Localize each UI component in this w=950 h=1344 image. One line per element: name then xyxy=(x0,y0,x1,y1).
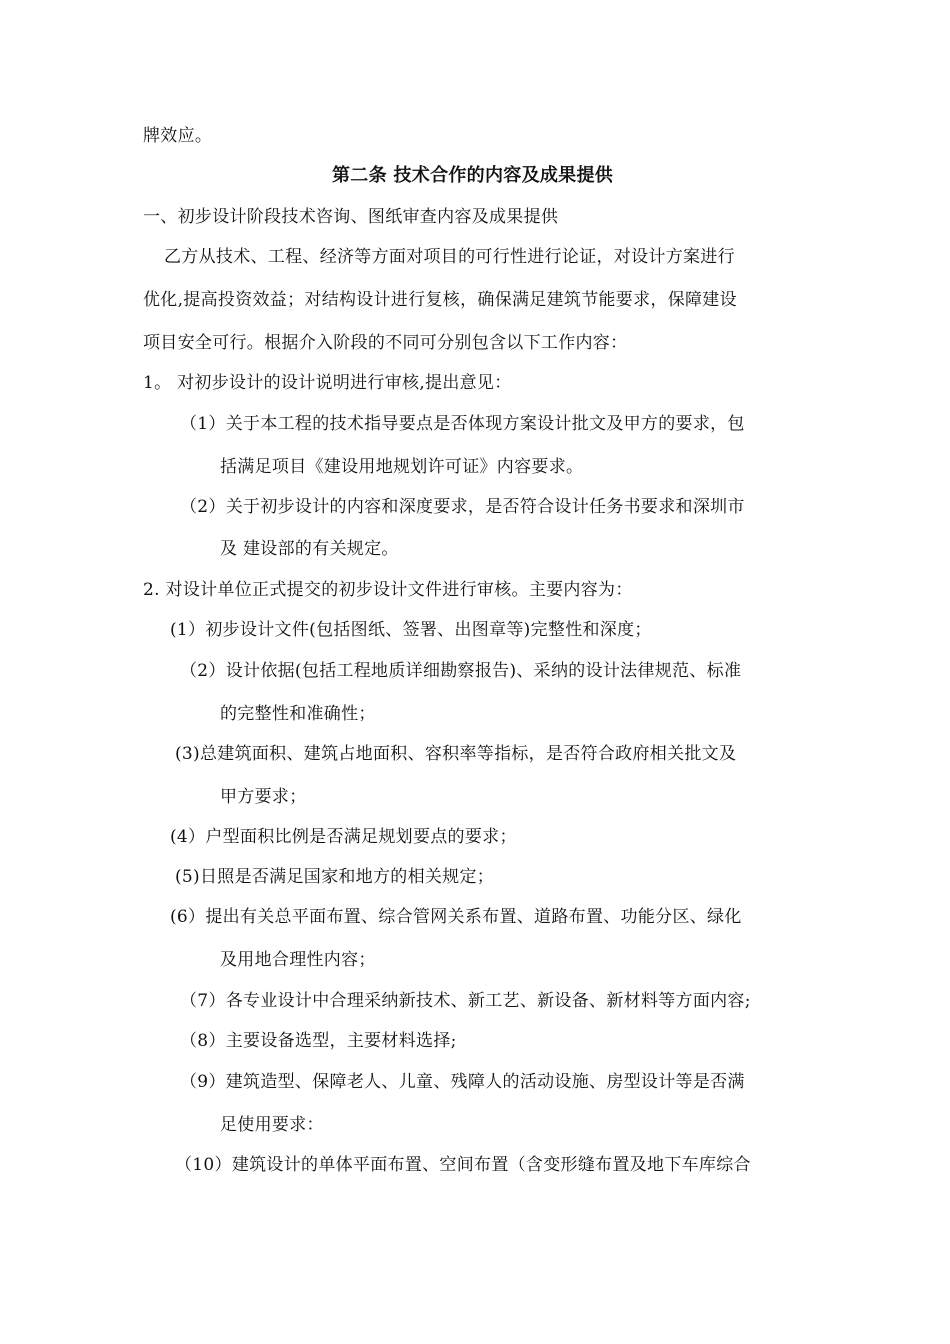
list-item: （9）建筑造型、保障老人、儿童、残障人的活动设施、房型设计等是否满 xyxy=(180,1072,745,1092)
list-item: （10）建筑设计的单体平面布置、空间布置（含变形缝布置及地下车库综合 xyxy=(175,1155,751,1175)
list-item-continuation: 甲方要求； xyxy=(220,787,307,807)
list-item: （1）关于本工程的技术指导要点是否体现方案设计批文及甲方的要求，包 xyxy=(180,414,745,434)
list-item: (3)总建筑面积、建筑占地面积、容积率等指标，是否符合政府相关批文及 xyxy=(175,744,737,764)
list-item: （2）关于初步设计的内容和深度要求，是否符合设计任务书要求和深圳市 xyxy=(180,497,745,517)
paragraph-line: 优化,提高投资效益；对结构设计进行复核，确保满足建筑节能要求，保障建设 xyxy=(143,290,737,310)
text-line: 牌效应。 xyxy=(143,126,213,146)
paragraph-line: 项目安全可行。根据介入阶段的不同可分别包含以下工作内容： xyxy=(143,333,628,353)
list-item: 1。 对初步设计的设计说明进行审核,提出意见： xyxy=(143,373,512,393)
paragraph-line: 乙方从技术、工程、经济等方面对项目的可行性进行论证，对设计方案进行 xyxy=(164,247,735,267)
list-item: 2. 对设计单位正式提交的初步设计文件进行审核。主要内容为： xyxy=(143,580,633,600)
list-item: （2）设计依据(包括工程地质详细勘察报告)、采纳的设计法律规范、标准 xyxy=(180,661,742,681)
list-item-continuation: 及 建设部的有关规定。 xyxy=(220,539,399,559)
section-heading: 第二条 技术合作的内容及成果提供 xyxy=(332,165,614,186)
subsection-heading: 一、初步设计阶段技术咨询、图纸审查内容及成果提供 xyxy=(143,207,559,227)
list-item-continuation: 及用地合理性内容； xyxy=(220,950,376,970)
list-item-continuation: 括满足项目《建设用地规划许可证》内容要求。 xyxy=(220,457,584,477)
list-item-continuation: 的完整性和准确性； xyxy=(220,704,376,724)
list-item: （7）各专业设计中合理采纳新技术、新工艺、新设备、新材料等方面内容; xyxy=(180,991,751,1011)
list-item: (6）提出有关总平面布置、综合管网关系布置、道路布置、功能分区、绿化 xyxy=(170,907,742,927)
list-item-continuation: 足使用要求： xyxy=(220,1115,324,1135)
list-item: (5)日照是否满足国家和地方的相关规定； xyxy=(175,867,495,887)
list-item: (4）户型面积比例是否满足规划要点的要求； xyxy=(170,827,517,847)
list-item: (1）初步设计文件(包括图纸、签署、出图章等)完整性和深度； xyxy=(170,620,652,640)
list-item: （8）主要设备选型，主要材料选择; xyxy=(180,1031,457,1051)
